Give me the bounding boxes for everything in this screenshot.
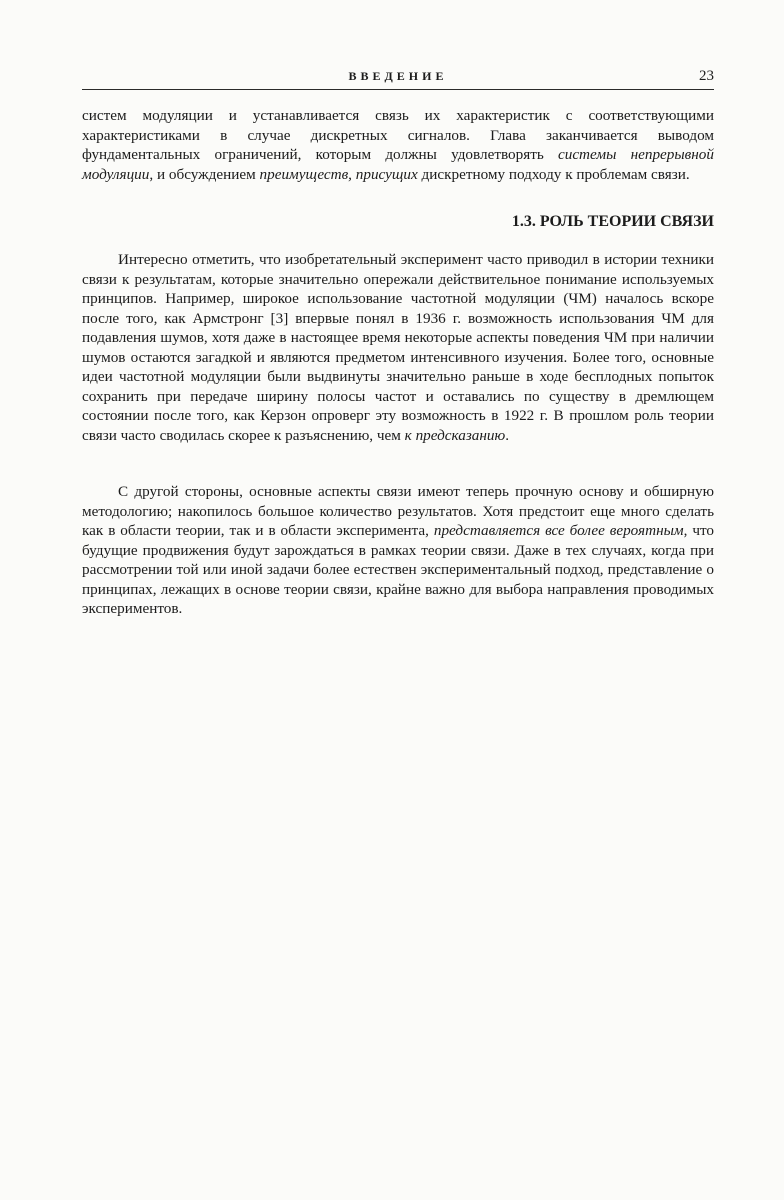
paragraph-1-text: Интересно отметить, что изобретательный эксперимент часто приводил в истории техники связи к результатам, которые значительно опережали действительное понимание используемых принципов. Например, широкое использование частотной модуляции (ЧМ) началось вскоре после того, как Армстронг [3] впервые понял в 1936 г. возможность использования ЧМ для подавления шумов, хотя даже в настоящее время некоторые аспекты поведения ЧМ при наличии шумов остаются загадкой и являются предметом интенсивного изучения. Более того, основные идеи частотной модуляции были выдвинуты значительно раньше в ходе бесплодных попыток сохранить при передаче ширину полосы частот и оставались по существу в дремлющем состоянии после того, как Керзон опроверг эту возможность в 1922 г. В прошлом роль теории связи часто сводилась скорее к разъяснению, чем <box>82 251 714 444</box>
intro-emphasis-continuous-modulation: системы непрерывной модуляции <box>82 146 714 183</box>
paragraph-2-tail: , что будущие продвижения будут зарождаться в рамках теории связи. Даже в тех случаях, когда при рассмотрении той или иной задачи более естествен экспериментальный подход, представление о принципах, лежащих в основе теории связи, крайне важно для выбора направления проводимых экспериментов. <box>82 522 714 617</box>
paragraph-2-emphasis: представляется все более вероятным <box>433 522 684 539</box>
intro-text-lead: систем модуляции и устанавливается связь их характеристик с соответствующими характеристиками в случае дискретных сигналов. Глава заканчивается выводом фундаментальных ограничений, которым должны удовлетворять <box>82 107 714 163</box>
paragraph-2 <box>82 482 714 619</box>
running-head: ВВЕДЕНИЕ <box>348 69 448 83</box>
page-number: 23 <box>699 68 714 84</box>
header-rule <box>82 89 714 90</box>
intro-paragraph <box>82 106 714 184</box>
section-title: 1.3. РОЛЬ ТЕОРИИ СВЯЗИ <box>511 213 714 230</box>
page-header <box>82 68 714 90</box>
intro-text-tail: дискретному подходу к проблемам связи. <box>417 165 690 183</box>
paragraph-1-tail: . <box>505 426 510 444</box>
intro-text-mid: , и обсуждением <box>149 165 260 183</box>
paragraph-1 <box>82 250 714 445</box>
intro-emphasis-advantages: преимуществ, присущих <box>259 165 418 183</box>
paragraph-1-emphasis: к предсказанию <box>404 426 506 444</box>
paragraph-2-lead: С другой стороны, основные аспекты связи имеют теперь прочную основу и обширную методологию; накопилось большое количество результатов. Хотя предстоит еще много сделать как в области теории, так и в области эксперимента, <box>82 483 714 539</box>
